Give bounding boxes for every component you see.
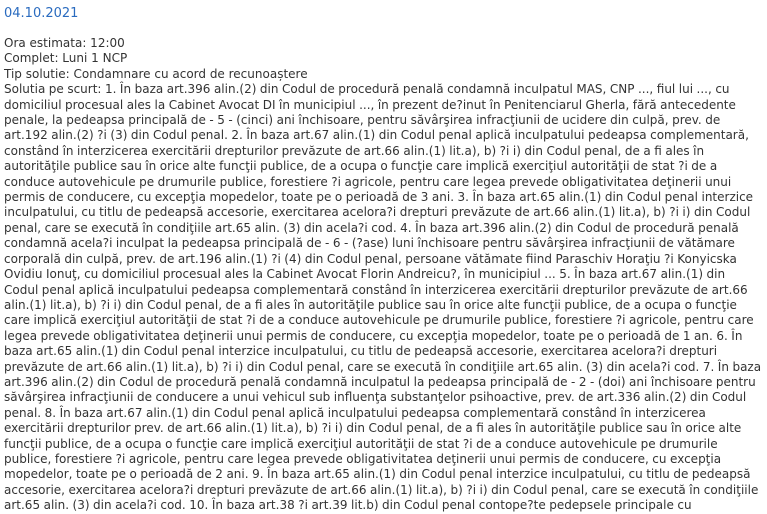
- solution-type: Tip solutie: Condamnare cu acord de recunoaștere: [4, 66, 308, 81]
- estimated-time: Ora estimata: 12:00: [4, 36, 125, 50]
- hearing-details: [4, 36, 762, 514]
- panel-complet: Complet: Luni 1 NCP: [4, 51, 128, 66]
- short-solution-text: Solutia pe scurt: 1. În baza art.396 alin.(2) din Codul de procedură penală condamnă inculpatul MAS, CNP ..., fiul lui ..., cu domiciliul procesual ales la Cabinet Avocat DI în municipiul ..., în prezent de?inut în Penitenciarul Gherla, fără antecedente penale, la pedeapsa principală de - 5 - (cinci) ani închisoare, pentru săvârşirea infracţiunii de ucidere din culpă, prev. de art.192 alin.(2) ?i (3) din Codul penal. 2. În baza art.67 alin.(1) din Codul penal aplică inculpatului pedeapsa complementară, constând în interzicerea exercitării drepturilor prevăzute de art.66 alin.(1) lit.a), b) ?i i) din Codul penal, de a fi ales în autorităţile publice sau în orice alte funcţii publice, de a ocupa o funcţie care implică exerciţiul autorităţii de stat ?i de a conduce autovehicule pe drumurile publice, forestiere ?i agricole, pentru care legea prevede obligativitatea deţinerii unui permis de conducere, cu excepţia mopedelor, toate pe o perioadă de 3 ani. 3. În baza art.65 alin.(1) din Codul penal interzice inculpatului, cu titlu de pedeapsă accesorie, exercitarea acelora?i drepturi prevăzute de art.66 alin.(1) lit.a), b) ?i i) din Codul penal, care se execută în condiţiile art.65 alin. (3) din acela?i cod. 4. În baza art.396 alin.(2) din Codul de procedură penală condamnă acela?i inculpat la pedeapsa principală de - 6 - (?ase) luni închisoare pentru săvârşirea infracţiunii de vătămare corporală din culpă, prev. de art.196 alin.(1) ?i (4) din Codul penal, persoane vătămate fiind Paraschiv Horaţiu ?i Konyicska Ovidiu Ionuţ, cu domiciliul procesual ales la Cabinet Avocat Florin Andreicu?, în municipiul ... 5. În baza art.67 alin.(1) din Codul penal aplică inculpatului pedeapsa complementară constând în interzicerea exercitării drepturilor prevăzute de art.66 alin.(1) lit.a), b) ?i i) din Codul penal, de a fi ales în autorităţile publice sau în orice alte funcţii publice, de a ocupa o funcţie care implică exerciţiul autorităţii de stat ?i de a conduce autovehicule pe drumurile publice, forestiere ?i agricole, pentru care legea prevede obligativitatea deţinerii unui permis de conducere, cu excepţia mopedelor, toate pe o perioadă de 1 an. 6. În baza art.65 alin.(1) din Codul penal interzice inculpatului, cu titlu de pedeapsă accesorie, exercitarea acelora?i drepturi prevăzute de art.66 alin.(1) lit.a), b) ?i i) din Codul penal, care se execută în condiţiile art.65 alin. (3) din acela?i cod. 7. În baza art.396 alin.(2) din Codul de procedură penală condamnă inculpatul la pedeapsa principală de - 2 - (doi) ani închisoare pentru săvârşirea infracţiunii de conducere a unui vehicul sub influenţa substanţelor psihoactive, prev. de art.336 alin.(2) din Codul penal. 8. În baza art.67 alin.(1) din Codul penal aplică inculpatului pedeapsa complementară constând în interzicerea exercitării drepturilor prev. de art.66 alin.(1) lit.a), b) ?i i) din Codul penal, de a fi ales în autorităţile publice sau în orice alte funcţii publice, de a ocupa o funcţie care implică exerciţiul autorităţii de stat ?i de a conduce autovehicule pe drumurile publice, forestiere ?i agricole, pentru care legea prevede obligativitatea deţinerii unui permis de conducere, cu excepţia mopedelor, toate pe o perioadă de 2 ani. 9. În baza art.65 alin.(1) din Codul penal interzice inculpatului, cu titlu de pedeapsă accesorie, exercitarea acelora?i drepturi prevăzute de art.66 alin.(1) lit.a), b) ?i i) din Codul penal, care se execută în condiţiile art.65 alin. (3) din acela?i cod. 10. În baza art.38 ?i art.39 lit.b) din Codul penal contope?te pedepsele principale cu: [4, 82, 762, 513]
- hearing-date[interactable]: 04.10.2021: [4, 6, 79, 21]
